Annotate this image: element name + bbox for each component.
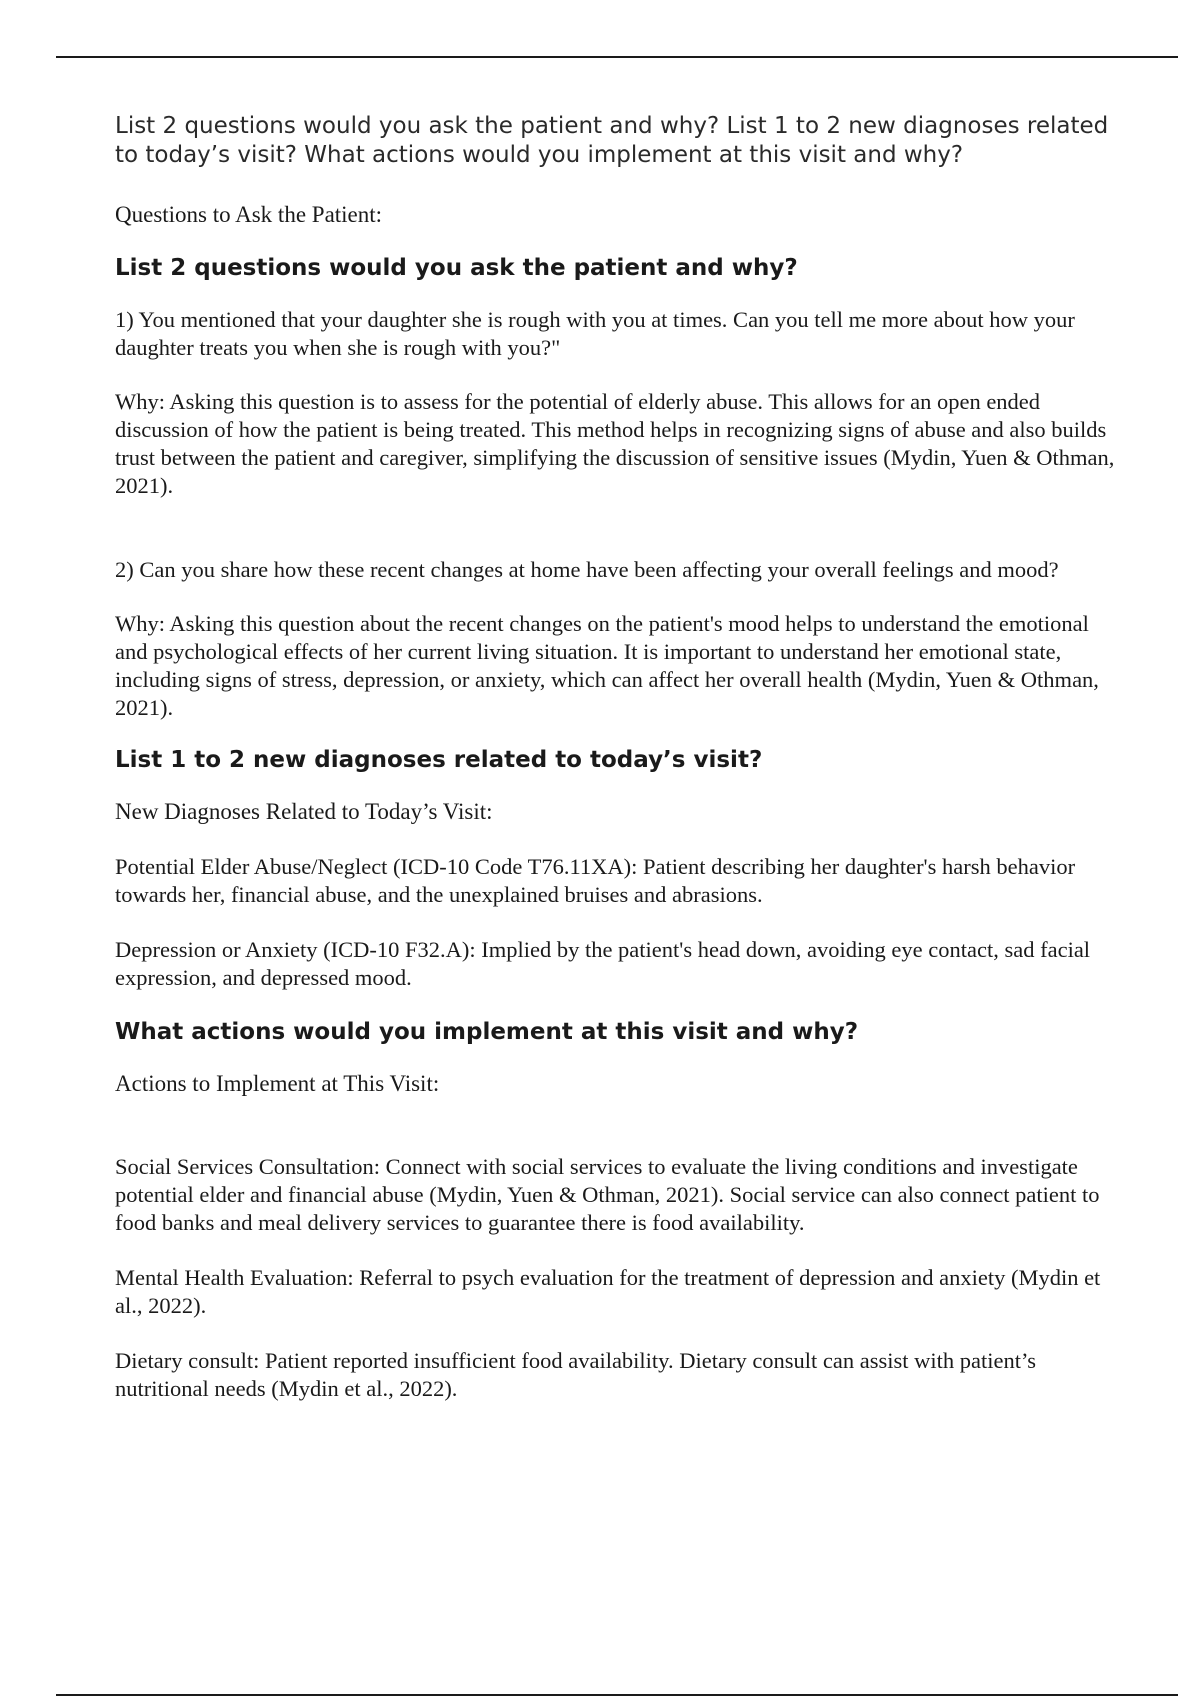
- action-2: Mental Health Evaluation: Referral to psych evaluation for the treatment of depression and anxiety (Mydin et al., 2022).: [115, 1265, 1101, 1318]
- question-2-why: Why: Asking this question about the recent changes on the patient's mood helps to understand the emotional and psychological effects of her current living situation. It is important to understand her emotional state, including signs of stress, depression, or anxiety, which can affect her overall health (Mydin, Yuen & Othman, 2021).: [115, 611, 1099, 720]
- intro-prompt: List 2 questions would you ask the patient and why? List 1 to 2 new diagnoses related to today’s visit? What actions would you implement at this visit and why?: [115, 113, 1109, 168]
- action-3: Dietary consult: Patient reported insufficient food availability. Dietary consult can assist with patient’s nutritional needs (Mydin et al., 2022).: [115, 1348, 1037, 1401]
- questions-label: Questions to Ask the Patient:: [115, 202, 383, 227]
- question-2: 2) Can you share how these recent changes at home have been affecting your overall feelings and mood?: [115, 557, 1059, 582]
- diagnoses-label: New Diagnoses Related to Today’s Visit:: [115, 799, 493, 824]
- heading-diagnoses: List 1 to 2 new diagnoses related to today’s visit?: [115, 747, 763, 773]
- action-1: Social Services Consultation: Connect with social services to evaluate the living conditions and investigate potential elder and financial abuse (Mydin, Yuen & Othman, 2021). Social service can also connect patient to food banks and meal delivery services to guarantee there is food availability.: [115, 1154, 1100, 1235]
- top-rule: [56, 56, 1178, 58]
- question-1-why: Why: Asking this question is to assess for the potential of elderly abuse. This allows for an open ended discussion of how the patient is being treated. This method helps in recognizing signs of abuse and also builds trust between the patient and caregiver, simplifying the discussion of sensitive issues (Mydin, Yuen & Othman, 2021).: [115, 389, 1115, 498]
- document-body: [115, 112, 1125, 1403]
- actions-label: Actions to Implement at This Visit:: [115, 1071, 440, 1096]
- diagnosis-2: Depression or Anxiety (ICD-10 F32.A): Implied by the patient's head down, avoiding eye contact, sad facial expression, and depressed mood.: [115, 937, 1091, 990]
- heading-actions: What actions would you implement at this visit and why?: [115, 1019, 859, 1045]
- heading-questions: List 2 questions would you ask the patient and why?: [115, 255, 798, 281]
- diagnosis-1: Potential Elder Abuse/Neglect (ICD-10 Code T76.11XA): Patient describing her daughter's harsh behavior towards her, financial abuse, and the unexplained bruises and abrasions.: [115, 854, 1076, 907]
- bottom-rule: [56, 1694, 1178, 1696]
- question-1: 1) You mentioned that your daughter she is rough with you at times. Can you tell me more about how your daughter treats you when she is rough with you?": [115, 307, 1075, 360]
